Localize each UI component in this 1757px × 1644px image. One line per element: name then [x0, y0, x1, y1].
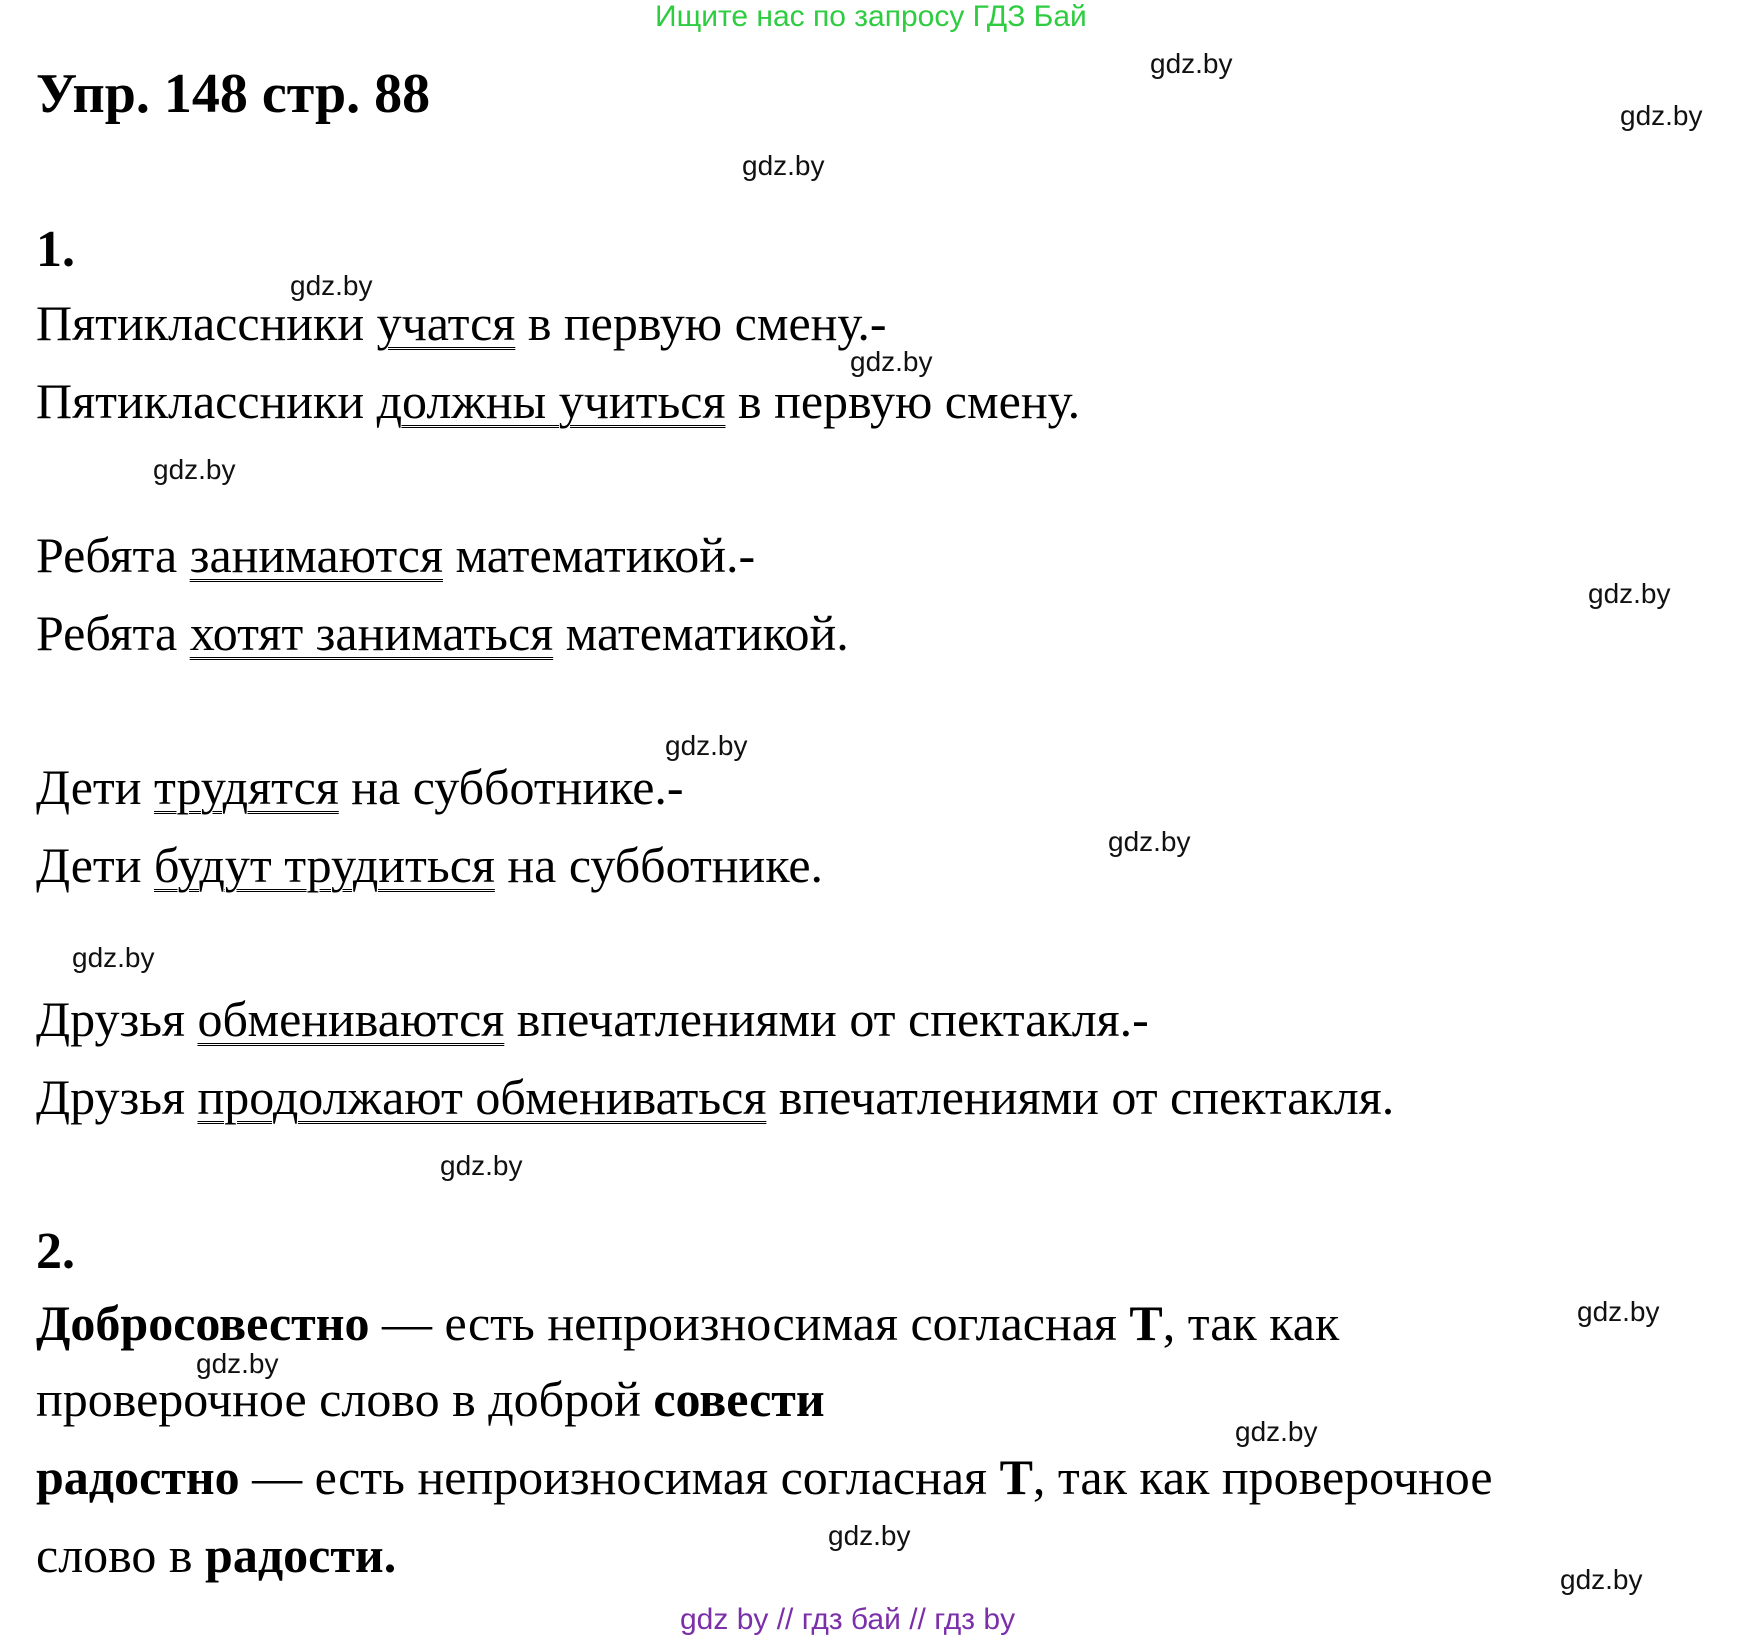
section-2-number: 2. [36, 1223, 75, 1280]
word: Добросовестно [36, 1295, 370, 1351]
watermark: gdz.by [72, 942, 155, 973]
rest: математикой.- [442, 527, 756, 583]
footer-watermark: gdz by // гдз бай // гдз by [680, 1603, 1016, 1636]
word: радостно [36, 1449, 240, 1505]
sentence-2b [36, 605, 849, 661]
rest: на субботнике.- [338, 759, 684, 815]
watermark: gdz.by [196, 1348, 279, 1379]
subject: Дети [36, 759, 155, 815]
sentence-3a [36, 759, 684, 815]
watermark: gdz.by [1588, 578, 1671, 609]
explanation-2-line-1 [36, 1449, 1493, 1505]
watermark: gdz.by [1108, 826, 1191, 857]
watermark: gdz.by [440, 1150, 523, 1181]
sentence-4a [36, 991, 1149, 1047]
explanation-1-line-1 [36, 1295, 1340, 1351]
text: слово в [36, 1527, 206, 1583]
text: , так как [1162, 1295, 1340, 1351]
page-title: Упр. 148 стр. 88 [36, 63, 431, 125]
sentence-3b [36, 837, 824, 893]
watermark: gdz.by [828, 1520, 911, 1551]
rest: впечатлениями от спектакля. [766, 1069, 1395, 1125]
predicate: хотят заниматься [189, 605, 554, 661]
letter: Т [1129, 1295, 1163, 1351]
text: проверочное слово в доброй [36, 1371, 654, 1427]
rest: в первую смену.- [515, 295, 887, 351]
predicate: будут трудиться [154, 837, 495, 893]
watermark: gdz.by [1560, 1564, 1643, 1595]
predicate: должны учиться [376, 373, 726, 429]
explanation-1-line-2 [36, 1371, 825, 1427]
watermark: gdz.by [1620, 100, 1703, 131]
predicate: продолжают обмениваться [197, 1069, 767, 1125]
predicate: учатся [376, 295, 516, 351]
sentence-1b [36, 373, 1081, 429]
subject: Пятиклассники [36, 295, 377, 351]
subject: Друзья [36, 1069, 198, 1125]
watermark: gdz.by [290, 270, 373, 301]
rest: на субботнике. [494, 837, 824, 893]
subject: Дети [36, 837, 155, 893]
watermark: gdz.by [1235, 1416, 1318, 1447]
watermark: gdz.by [742, 150, 825, 181]
explanation-2-line-2 [36, 1527, 397, 1583]
rest: впечатлениями от спектакля.- [504, 991, 1149, 1047]
watermark: gdz.by [153, 454, 236, 485]
predicate: обмениваются [197, 991, 505, 1047]
text: , так как проверочное [1032, 1449, 1493, 1505]
rest: математикой. [553, 605, 849, 661]
sentence-1a [36, 295, 887, 351]
watermark: gdz.by [850, 346, 933, 377]
check-word: совести [653, 1371, 825, 1427]
section-1-number: 1. [36, 221, 75, 278]
predicate: занимаются [189, 527, 443, 583]
letter: Т [999, 1449, 1033, 1505]
subject: Ребята [36, 527, 190, 583]
check-word: радости. [205, 1527, 397, 1583]
subject: Ребята [36, 605, 190, 661]
sentence-2a [36, 527, 756, 583]
top-banner: Ищите нас по запросу ГДЗ Бай [655, 0, 1087, 33]
watermark: gdz.by [1150, 48, 1233, 79]
text: — есть непроизносимая согласная [369, 1295, 1130, 1351]
predicate: трудятся [154, 759, 339, 815]
watermark: gdz.by [665, 730, 748, 761]
text: — есть непроизносимая согласная [239, 1449, 1000, 1505]
sentence-4b [36, 1069, 1395, 1125]
subject: Друзья [36, 991, 198, 1047]
subject: Пятиклассники [36, 373, 377, 429]
rest: в первую смену. [725, 373, 1081, 429]
watermark: gdz.by [1577, 1296, 1660, 1327]
